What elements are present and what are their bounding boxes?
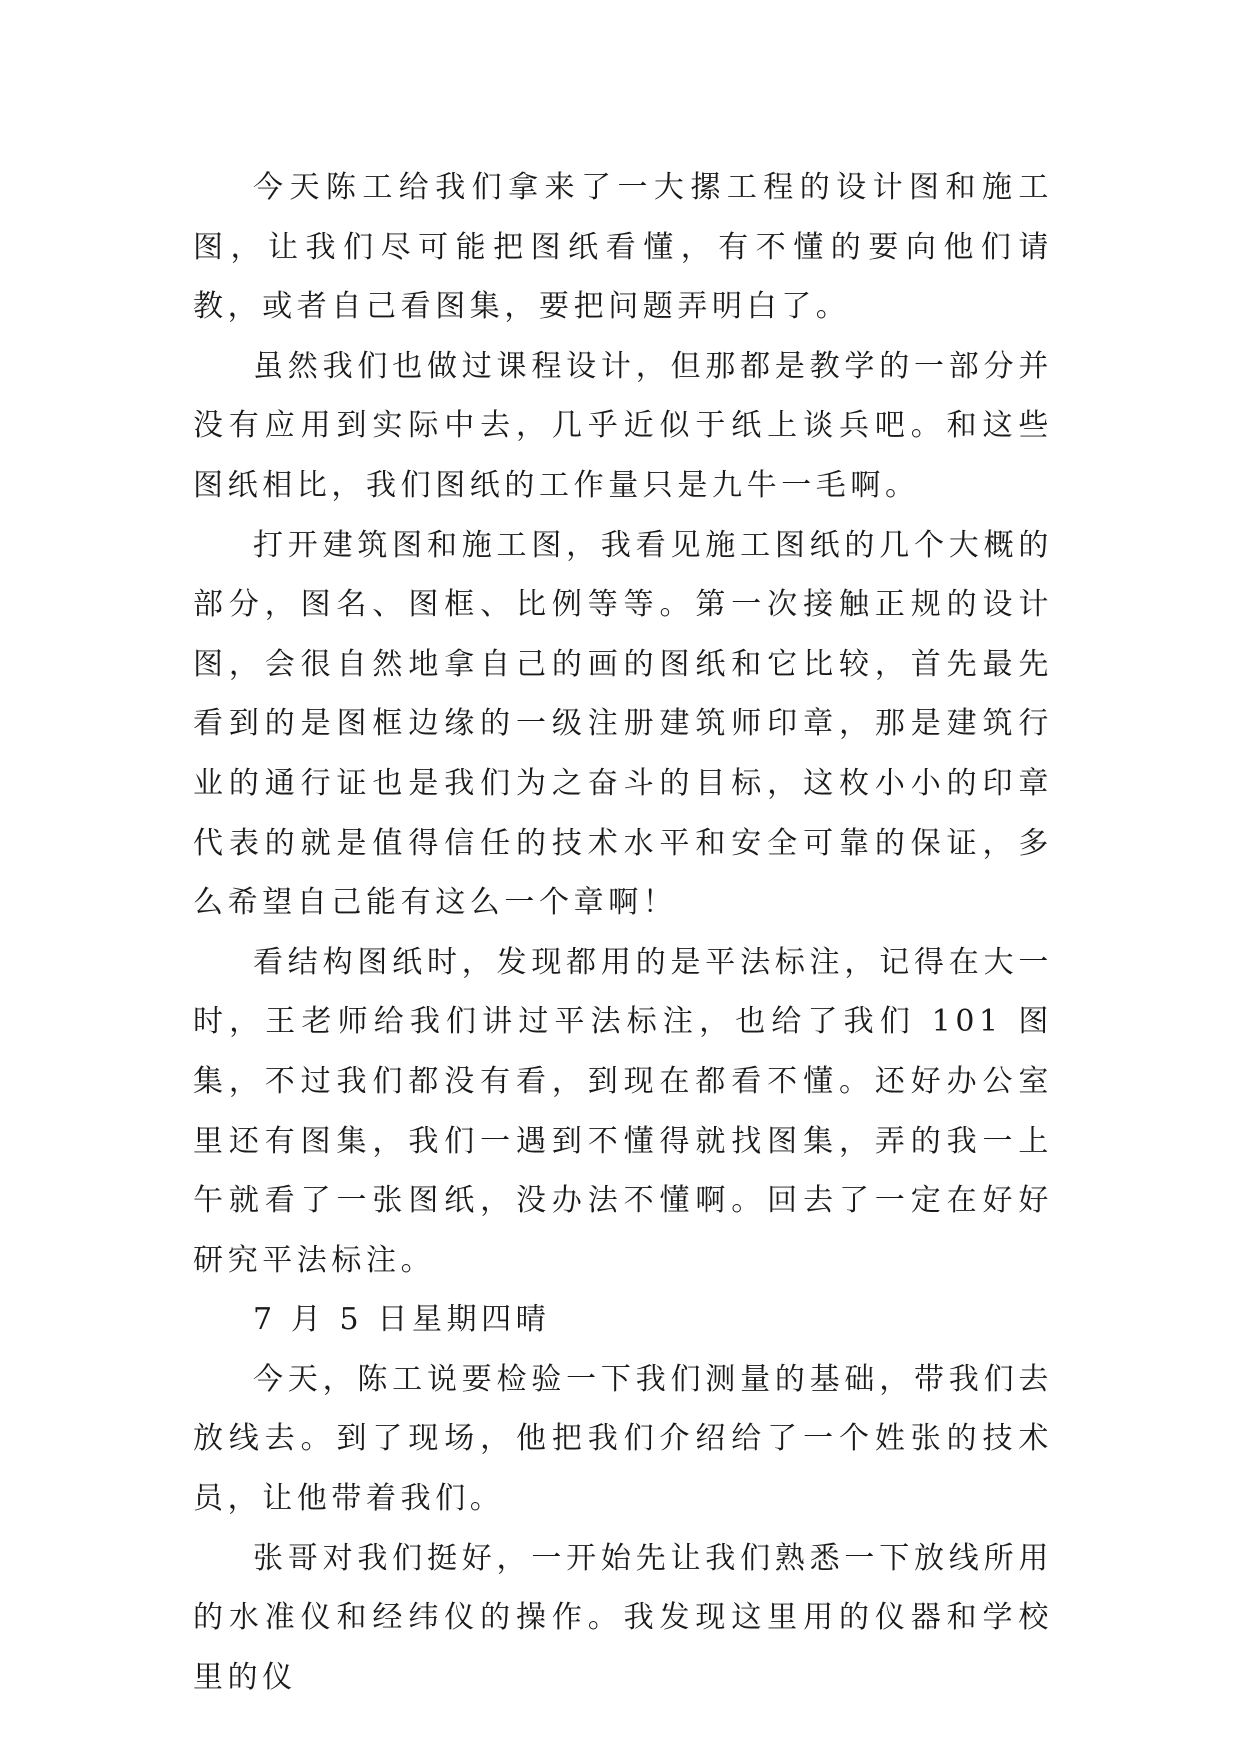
paragraph-6: 张哥对我们挺好，一开始先让我们熟悉一下放线所用的水准仪和经纬仪的操作。我发现这里用的仪器和学校里的仪 xyxy=(193,1540,1053,1695)
date-heading: 7 月 5 日星期四晴 xyxy=(253,1302,551,1338)
paragraph-4: 看结构图纸时，发现都用的是平法标注，记得在大一时，王老师给我们讲过平法标注，也给了我们 101 图集，不过我们都没有看，到现在都看不懂。还好办公室里还有图集，我们一遇到不懂得就找图集，弄的我一上午就看了一张图纸，没办法不懂啊。回去了一定在好好研究平法标注。 xyxy=(193,944,1053,1278)
paragraph-1: 今天陈工给我们拿来了一大摞工程的设计图和施工图，让我们尽可能把图纸看懂，有不懂的要向他们请教，或者自己看图集，要把问题弄明白了。 xyxy=(193,170,1053,325)
document-body xyxy=(193,158,1053,1707)
paragraph-3: 打开建筑图和施工图，我看见施工图纸的几个大概的部分，图名、图框、比例等等。第一次接触正规的设计图，会很自然地拿自己的画的图纸和它比较，首先最先看到的是图框边缘的一级注册建筑师印章，那是建筑行业的通行证也是我们为之奋斗的目标，这枚小小的印章代表的就是值得信任的技术水平和安全可靠的保证，多么希望自己能有这么一个章啊！ xyxy=(193,527,1053,921)
paragraph-2: 虽然我们也做过课程设计，但那都是教学的一部分并没有应用到实际中去，几乎近似于纸上谈兵吧。和这些图纸相比，我们图纸的工作量只是九牛一毛啊。 xyxy=(193,348,1053,503)
paragraph-5: 今天，陈工说要检验一下我们测量的基础，带我们去放线去。到了现场，他把我们介绍给了一个姓张的技术员，让他带着我们。 xyxy=(193,1361,1053,1517)
